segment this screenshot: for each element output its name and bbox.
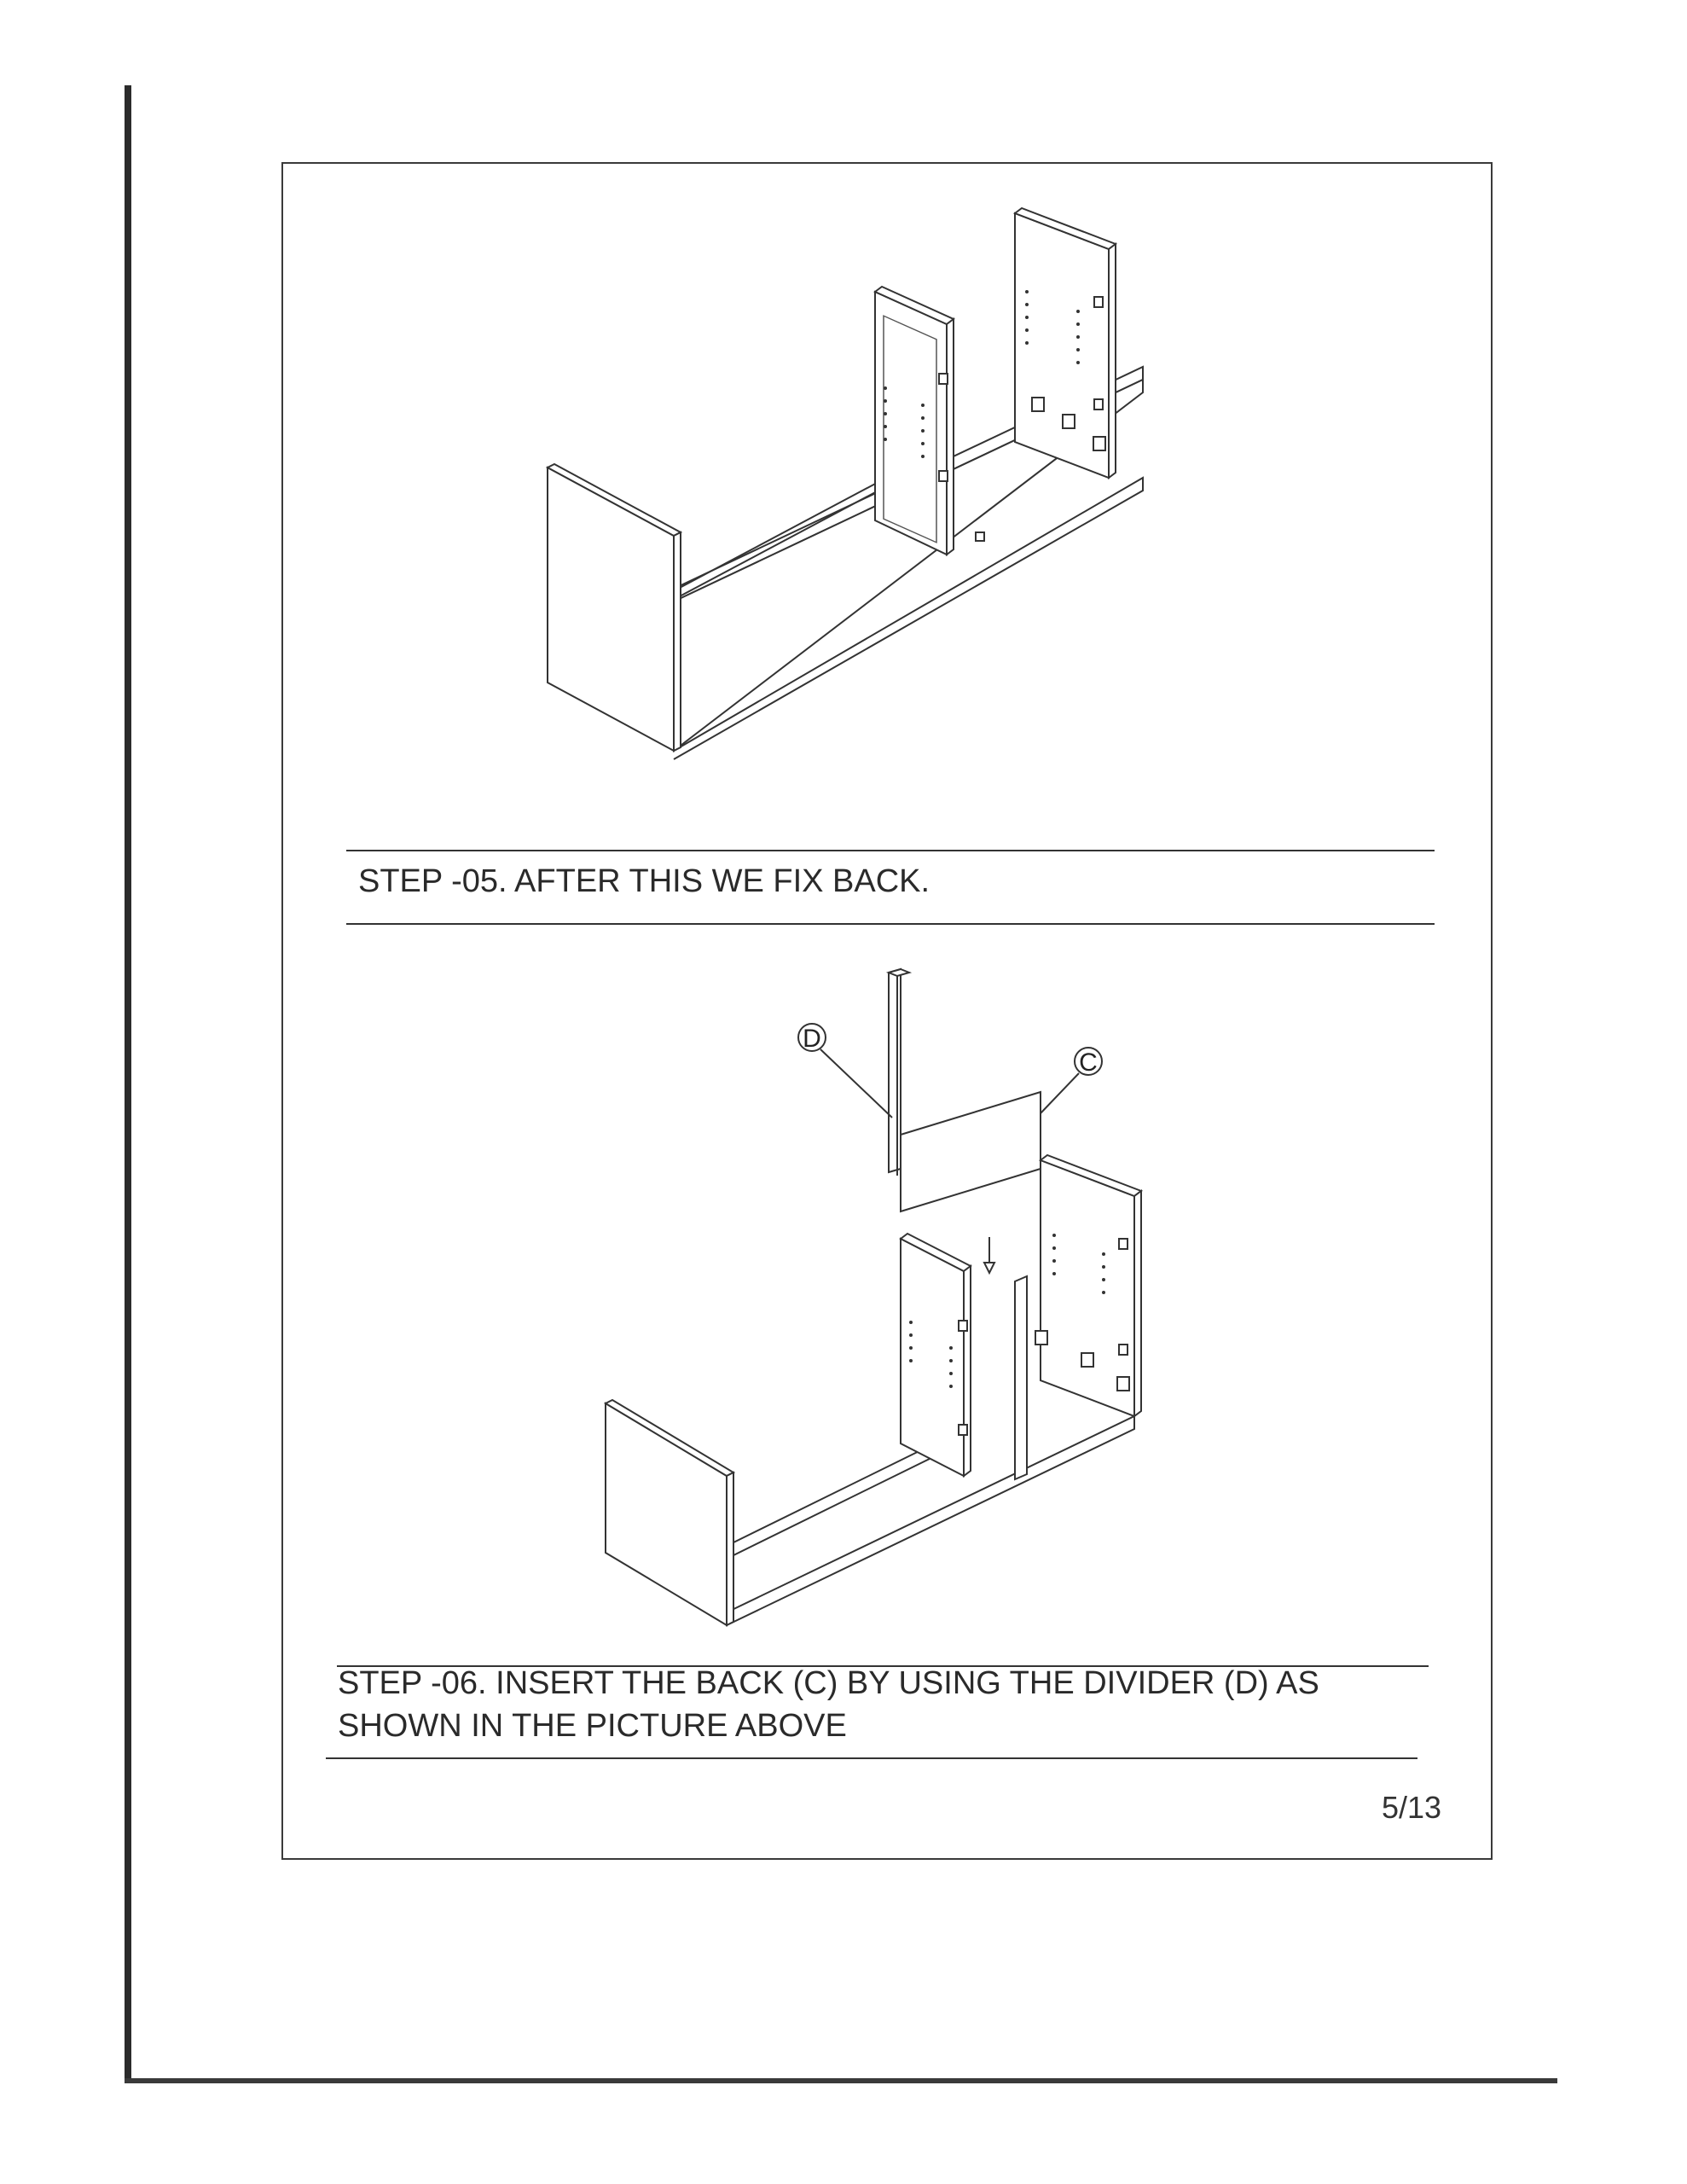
step-05-rule-bottom xyxy=(346,923,1435,925)
step-06-illustration xyxy=(588,964,1203,1647)
step-06-rule-bottom xyxy=(326,1757,1417,1759)
step-05-caption: STEP -05. AFTER THIS WE FIX BACK. xyxy=(358,863,930,899)
insert-arrow-icon xyxy=(984,1237,994,1273)
step-05-illustration xyxy=(529,196,1177,759)
page-number: 5/13 xyxy=(1382,1790,1442,1825)
step-06-caption: STEP -06. INSERT THE BACK (C) BY USING THE DIVIDER (D) AS SHOWN IN THE PICTURE ABOVE xyxy=(338,1665,1319,1744)
page-background-left xyxy=(0,0,128,2184)
back-callout-label: C xyxy=(1079,1048,1098,1077)
step-05-rule-top xyxy=(346,850,1435,851)
page-edge-bottom xyxy=(125,2078,1557,2083)
page-edge-left xyxy=(125,85,131,2082)
divider-callout-label: D xyxy=(803,1025,821,1053)
